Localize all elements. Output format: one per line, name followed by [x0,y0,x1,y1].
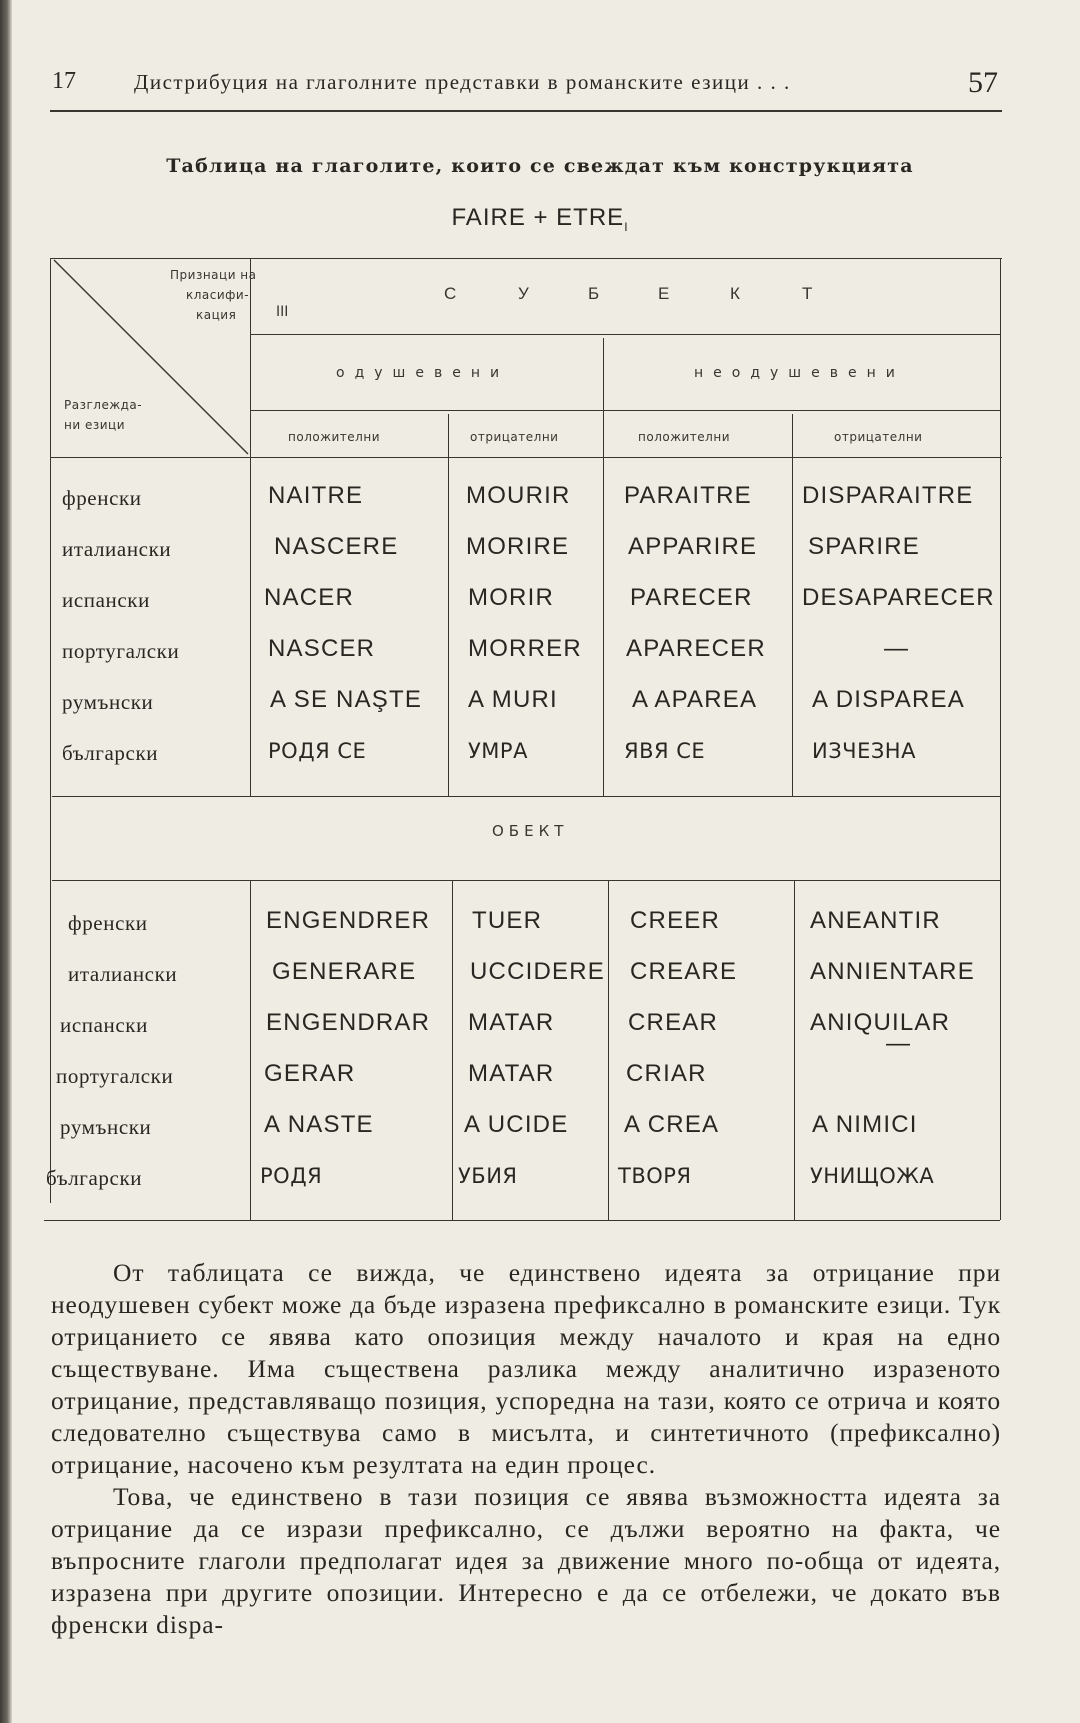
book-spine-shadow [0,0,12,1723]
table-cell: MATAR [468,1060,555,1087]
col-label-4: отрицателни [834,430,923,444]
corner-label-3: кация [196,308,237,322]
table-cell: РОДЯ СЕ [268,739,367,763]
table-cell: ИЗЧЕЗНА [812,739,916,763]
table-cell: — [886,1030,912,1057]
table-cell: CRIAR [626,1060,707,1087]
row-language: български [62,741,159,765]
paragraph: От таблицата се вижда, че единствено идеята за отрицание при неодушевен субект може да бъде изразена префиксално в романските езици. Тук отрицанието се явява като опозиция между началото и края на едно съществуване. Има съществена разлика между аналитично изразеното отрицание, представляващо позиция, успоредна на тази, която се отрича и която следователно съществува само в мисълта, и синтетичното (префиксално) отрицание, насочено към резултата на един процес. [51,1258,1001,1479]
table-cell: GERAR [264,1060,356,1087]
table-right-border [1000,258,1001,1220]
col-label-1: положителни [288,430,380,444]
subject-separator-1 [448,414,449,796]
subject-letter-2: У [518,284,529,303]
subject-separator-3 [792,414,793,796]
table-cell: A APAREA [632,686,758,713]
animacy-separator [603,338,604,796]
object-label: ОБЕКТ [492,822,569,840]
row-language: италиански [62,537,172,561]
subject-letter-5: К [730,284,740,303]
object-separator-2 [608,880,609,1220]
table-cell: APARECER [626,635,766,662]
table-cell: PARECER [630,584,753,611]
table-cell: A CREA [624,1111,720,1138]
row-language: португалски [62,639,180,663]
table-cell: CREAR [628,1009,719,1036]
row-language: румънски [62,690,154,714]
table-cell: PARAITRE [624,482,752,509]
table-cell: ANNIENTARE [810,958,975,985]
object-top-rule [52,796,1000,797]
subject-letter-4: Е [658,284,670,303]
row-language: румънски [60,1115,152,1139]
table-cell: ТВОРЯ [618,1164,692,1188]
table-cell: A UCIDE [464,1111,569,1138]
table-cell: NASCER [268,635,376,662]
row-language: испански [62,588,150,612]
subject-rule [250,334,1000,335]
table-cell: DISPARAITRE [802,482,974,509]
subject-letter-1: С [444,284,457,303]
table-cell: A NIMICI [812,1111,918,1138]
formula-text: FAIRE + ETRE [451,204,625,231]
subject-letter-3: Б [588,284,600,303]
table-cell: APPARIRE [628,533,758,560]
corner-separator [250,258,251,796]
table-cell: УМРА [468,739,528,763]
table-caption: Таблица на глаголите, които се свеждат към конструкцията [166,155,914,177]
table-cell: УНИЩОЖА [810,1164,935,1188]
table-cell: УБИЯ [458,1164,518,1188]
table-cell: A NASTE [264,1111,374,1138]
running-title: Дистрибуция на глаголните представки в романските езици . . . [134,70,791,94]
inanimate-label: неодушевени [694,365,905,381]
row-language: френски [62,486,142,510]
table-cell: A MURI [468,686,558,713]
table-cell: MORIR [468,584,554,611]
corner-label-1: Признаци на [170,268,257,282]
row-language: испански [60,1013,148,1037]
page-header [50,62,1002,112]
subject-letter-6: Т [802,284,813,303]
corner-label-4: Разглежда- [64,398,143,412]
table-cell: CREARE [630,958,738,985]
object-bottom-rule [52,880,1000,881]
page-number-left: 17 [52,68,76,94]
row-language: български [46,1166,143,1190]
table-cell: CREER [630,907,721,934]
table-cell: NAITRE [268,482,364,509]
object-separator-1 [452,880,453,1220]
object-separator-3 [794,880,795,1220]
table-cell: MATAR [468,1009,555,1036]
table-cell: A DISPAREA [812,686,965,713]
corner-label-2: класифи- [186,288,250,302]
table-cell: РОДЯ [260,1164,323,1188]
table-cell: — [884,635,910,662]
corner-label-5: ни езици [64,418,125,432]
table-cell: NACER [264,584,355,611]
table-cell: MORRER [468,635,582,662]
table-cell: NASCERE [274,533,399,560]
row-language: френски [68,911,148,935]
row-language: португалски [56,1064,174,1088]
table-bottom-rule [44,1220,1000,1221]
table-cell: A SE NAŞTE [270,686,423,713]
col-label-3: положителни [638,430,730,444]
table-cell: SPARIRE [808,533,920,560]
roman-marker: III [276,304,289,320]
body-text [51,1257,1001,1641]
table-cell: TUER [472,907,543,934]
table-cell: MOURIR [466,482,571,509]
table-cell: GENERARE [272,958,417,985]
animate-label: одушевени [336,365,510,381]
table-cell: ANEANTIR [810,907,941,934]
table-cell: ANIQUILAR [810,1009,951,1036]
table-cell: ENGENDRAR [266,1009,431,1036]
paragraph: Това, че единствено в тази позиция се явява възможността идеята за отрицание да се изрази префиксално, се дължи вероятно на факта, че въпросните глаголи предполагат идея за движение много по-обща от идеята, изразена при другите опозиции. Интересно е да се отбележи, че докато във френски dispa- [51,1482,1001,1639]
table-cell: DESAPARECER [802,584,995,611]
table-cell: ЯВЯ СЕ [624,739,706,763]
col-label-2: отрицателни [470,430,559,444]
table-cell: ENGENDRER [266,907,431,934]
page-number-right: 57 [968,66,998,99]
table-cell: MORIRE [466,533,570,560]
animacy-rule [250,410,1000,411]
formula-subscript: I [624,219,629,234]
object-separator-0 [250,880,251,1220]
row-language: италиански [68,962,178,986]
table-formula [0,204,1080,234]
verb-table [46,252,1002,1224]
table-cell: UCCIDERE [470,958,605,985]
